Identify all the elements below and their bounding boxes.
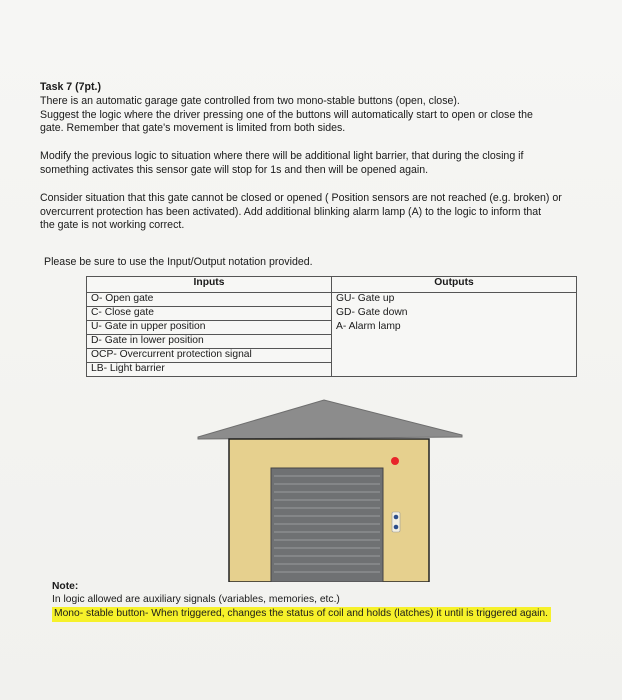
task-paragraph-1-line: gate. Remember that gate's movement is limited from both sides. [40,122,346,134]
task-paragraph-2 [40,150,585,177]
task-paragraph-1-line: Suggest the logic where the driver pressing one of the buttons will automatically start to open or close the [40,108,533,121]
io-table [86,276,577,377]
note-label: Note: [52,581,79,592]
output-cell-empty [332,349,577,363]
garage-door [271,468,383,582]
note-line-2-highlighted: Mono- stable button- When triggered, changes the status of coil and holds (latches) it until is triggered again. [52,607,551,622]
open-button-icon [394,515,399,520]
task-paragraph-2-line: something activates this sensor gate will stop for 1s and then will be opened again. [40,163,429,176]
garage-illustration [196,396,464,582]
inputs-header: Inputs [87,277,332,293]
output-cell: GU- Gate up [332,293,577,307]
note-block [52,581,551,622]
task-paragraph-1 [40,95,580,136]
input-cell: OCP- Overcurrent protection signal [87,349,332,363]
task-paragraph-1-line: There is an automatic garage gate controlled from two mono-stable buttons (open, close). [40,95,460,107]
output-cell: GD- Gate down [332,307,577,321]
input-cell: U- Gate in upper position [87,321,332,335]
garage-roof [198,400,462,439]
output-cell: A- Alarm lamp [332,321,577,335]
output-cell-empty [332,363,577,377]
input-cell: C- Close gate [87,307,332,321]
close-button-icon [394,525,399,530]
alarm-lamp-icon [391,457,399,465]
input-cell: O- Open gate [87,293,332,307]
task-paragraph-3-line: Consider situation that this gate cannot be closed or opened ( Position sensors are not reached (e.g. broken) or [40,192,562,204]
note-line-1: In logic allowed are auxiliary signals (variables, memories, etc.) [52,593,340,605]
task-paragraph-4: Please be sure to use the Input/Output notation provided. [44,256,313,268]
output-cell-empty [332,335,577,349]
task-paragraph-3 [40,192,585,233]
task-paragraph-3-line: the gate is not working correct. [40,219,185,231]
outputs-header: Outputs [332,277,577,293]
input-cell: D- Gate in lower position [87,335,332,349]
task-paragraph-2-line: Modify the previous logic to situation where there will be additional light barrier, that during the closing if [40,150,524,162]
task-paragraph-3-line: overcurrent protection has been activated). Add additional blinking alarm lamp (A) to the logic to inform that [40,205,542,218]
task-title: Task 7 (7pt.) [40,81,102,93]
input-cell: LB- Light barrier [87,363,332,377]
